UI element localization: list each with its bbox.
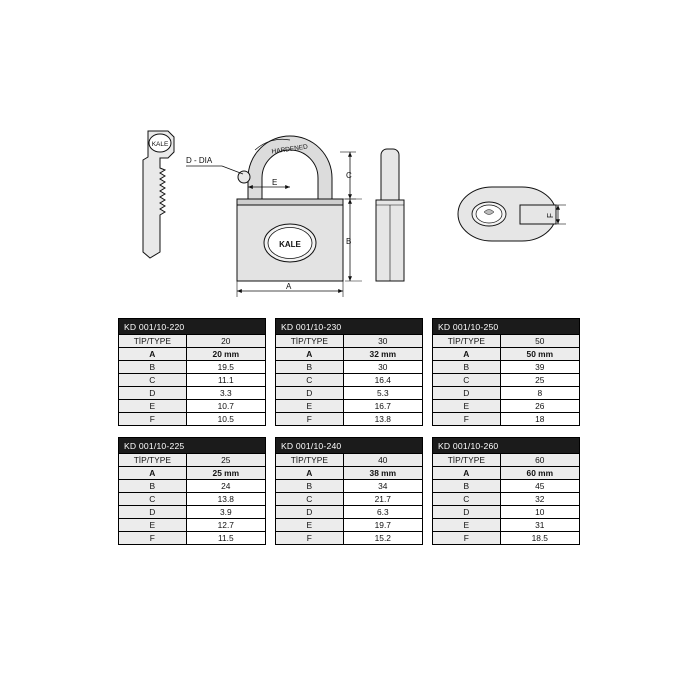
- row-value: 50: [500, 335, 579, 348]
- row-value: 19.5: [186, 361, 265, 374]
- row-value: 12.7: [186, 519, 265, 532]
- row-label: C: [119, 374, 187, 387]
- table-title: KD 001/10-240: [276, 438, 423, 454]
- row-value: 30: [343, 361, 422, 374]
- callout-d-dia: D - DIA: [186, 156, 213, 165]
- row-value: 20: [186, 335, 265, 348]
- row-label: F: [276, 532, 344, 545]
- row-label: TİP/TYPE: [276, 335, 344, 348]
- spec-table-kd-001-10-225: [118, 437, 266, 545]
- row-label: D: [433, 387, 501, 400]
- row-value: 11.5: [186, 532, 265, 545]
- padlock-side-view: [376, 149, 404, 281]
- row-value: 25: [500, 374, 579, 387]
- row-value: 25: [186, 454, 265, 467]
- row-value: 5.3: [343, 387, 422, 400]
- row-label: D: [276, 387, 344, 400]
- row-label: B: [119, 480, 187, 493]
- padlock-brand-label: KALE: [279, 240, 301, 249]
- row-label: E: [276, 519, 344, 532]
- specification-tables: [118, 318, 582, 556]
- row-value: 3.9: [186, 506, 265, 519]
- row-label: F: [433, 532, 501, 545]
- row-label: A: [276, 467, 344, 480]
- table-title: KD 001/10-220: [119, 319, 266, 335]
- row-value: 16.7: [343, 400, 422, 413]
- spec-table-kd-001-10-240: [275, 437, 423, 545]
- spec-table-kd-001-10-230: [275, 318, 423, 426]
- row-label: E: [433, 400, 501, 413]
- row-label: A: [276, 348, 344, 361]
- row-label: TİP/TYPE: [433, 454, 501, 467]
- row-value: 13.8: [186, 493, 265, 506]
- row-value: 11.1: [186, 374, 265, 387]
- row-value: 24: [186, 480, 265, 493]
- row-value: 13.8: [343, 413, 422, 426]
- row-label: C: [433, 374, 501, 387]
- table-title: KD 001/10-250: [433, 319, 580, 335]
- row-value: 34: [343, 480, 422, 493]
- row-value: 25 mm: [186, 467, 265, 480]
- table-title: KD 001/10-230: [276, 319, 423, 335]
- table-title: KD 001/10-225: [119, 438, 266, 454]
- row-label: E: [119, 519, 187, 532]
- row-value: 6.3: [343, 506, 422, 519]
- row-label: A: [433, 467, 501, 480]
- padlock-technical-drawing: [0, 0, 700, 300]
- row-label: A: [119, 348, 187, 361]
- row-label: E: [119, 400, 187, 413]
- shackle-hardened-label: HARDENED: [271, 143, 309, 156]
- row-value: 19.7: [343, 519, 422, 532]
- row-label: F: [119, 532, 187, 545]
- row-value: 20 mm: [186, 348, 265, 361]
- row-label: TİP/TYPE: [433, 335, 501, 348]
- row-label: A: [119, 467, 187, 480]
- row-label: B: [276, 480, 344, 493]
- row-value: 32 mm: [343, 348, 422, 361]
- row-value: 16.4: [343, 374, 422, 387]
- callout-c: C: [346, 171, 352, 180]
- row-label: F: [433, 413, 501, 426]
- row-value: 60: [500, 454, 579, 467]
- row-label: E: [433, 519, 501, 532]
- row-value: 39: [500, 361, 579, 374]
- row-label: C: [119, 493, 187, 506]
- row-value: 15.2: [343, 532, 422, 545]
- row-label: TİP/TYPE: [276, 454, 344, 467]
- table-title: KD 001/10-260: [433, 438, 580, 454]
- callout-a: A: [286, 282, 292, 291]
- row-value: 10.5: [186, 413, 265, 426]
- row-label: E: [276, 400, 344, 413]
- row-value: 26: [500, 400, 579, 413]
- callout-f: F: [546, 213, 555, 218]
- callout-b: B: [346, 237, 352, 246]
- row-value: 18.5: [500, 532, 579, 545]
- callout-e: E: [272, 178, 278, 187]
- row-label: F: [119, 413, 187, 426]
- row-value: 3.3: [186, 387, 265, 400]
- row-value: 10.7: [186, 400, 265, 413]
- spec-table-kd-001-10-250: [432, 318, 580, 426]
- row-label: TİP/TYPE: [119, 335, 187, 348]
- row-label: C: [433, 493, 501, 506]
- row-value: 40: [343, 454, 422, 467]
- key-brand-label: KALE: [151, 141, 169, 148]
- row-label: D: [119, 506, 187, 519]
- row-label: D: [433, 506, 501, 519]
- row-label: C: [276, 374, 344, 387]
- row-value: 21.7: [343, 493, 422, 506]
- row-label: F: [276, 413, 344, 426]
- row-value: 30: [343, 335, 422, 348]
- tables-row-2: [118, 437, 582, 545]
- row-label: B: [276, 361, 344, 374]
- row-label: B: [119, 361, 187, 374]
- row-label: A: [433, 348, 501, 361]
- row-label: B: [433, 361, 501, 374]
- row-value: 50 mm: [500, 348, 579, 361]
- row-label: D: [276, 506, 344, 519]
- row-label: B: [433, 480, 501, 493]
- tables-row-1: [118, 318, 582, 426]
- padlock-body-top-edge: [237, 199, 343, 205]
- row-label: D: [119, 387, 187, 400]
- row-value: 18: [500, 413, 579, 426]
- spec-table-kd-001-10-260: [432, 437, 580, 545]
- spec-table-kd-001-10-220: [118, 318, 266, 426]
- row-value: 45: [500, 480, 579, 493]
- row-value: 60 mm: [500, 467, 579, 480]
- row-label: C: [276, 493, 344, 506]
- row-value: 32: [500, 493, 579, 506]
- row-value: 31: [500, 519, 579, 532]
- row-value: 10: [500, 506, 579, 519]
- padlock-top-view: [458, 187, 556, 241]
- row-value: 8: [500, 387, 579, 400]
- row-value: 38 mm: [343, 467, 422, 480]
- row-label: TİP/TYPE: [119, 454, 187, 467]
